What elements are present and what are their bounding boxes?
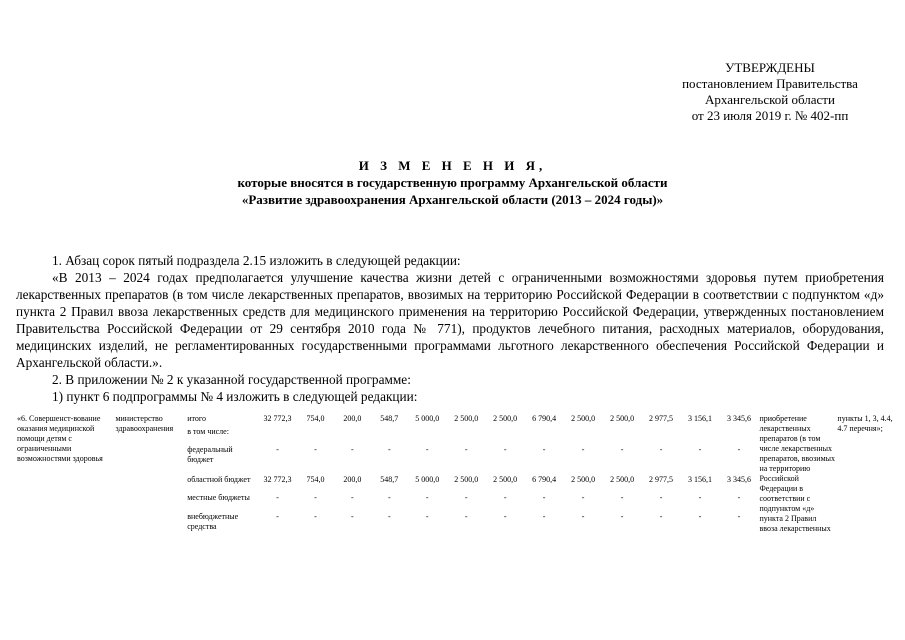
funding-value-cell: - (620, 511, 624, 521)
funding-value-cell: - (314, 445, 317, 455)
funding-source-label: областной бюджет (187, 474, 251, 484)
funding-value-cell: - (314, 493, 317, 503)
funding-value-cell: - (698, 445, 702, 455)
funding-value-cell: 754,0 (306, 414, 325, 423)
funding-value-cell: 3 345,6 (726, 474, 751, 484)
funding-value-cell (681, 426, 720, 439)
funding-value-cell: 2 977,5 (649, 474, 674, 484)
funding-value-cell: - (464, 445, 468, 455)
table-row (16, 413, 896, 426)
funding-value-cell: - (581, 445, 585, 455)
funding-value-cell: 6 790,4 (532, 414, 557, 423)
funding-value-cell: - (542, 511, 546, 521)
funding-value-cell: 2 977,5 (649, 414, 674, 423)
funding-source-label: в том числе: (187, 427, 229, 437)
funding-value-cell: - (276, 511, 279, 521)
funding-value-cell (525, 426, 564, 439)
funding-source-label: внебюджетные средства (187, 511, 239, 531)
funding-value-cell (371, 426, 408, 439)
funding-value-cell: - (737, 493, 741, 503)
funding-value-cell: 2 500,0 (571, 474, 596, 484)
funding-value-cell: - (276, 445, 279, 455)
funding-value-cell: - (351, 445, 354, 455)
funding-table (16, 413, 896, 535)
paragraph-4: 1) пункт 6 подпрограммы № 4 изложить в следующей редакции: (52, 389, 418, 404)
funding-value-cell: 3 156,1 (688, 474, 713, 484)
program-table (16, 413, 896, 535)
document-body (16, 252, 884, 405)
funding-value-cell: - (659, 445, 663, 455)
funding-value-cell: - (464, 511, 468, 521)
funding-value-cell (258, 426, 297, 439)
reference-points-cell: пункты 1, 3, 4.4, 4.7 перечня»; (837, 414, 893, 433)
funding-value-cell: 5 000,0 (415, 414, 440, 423)
funding-value-cell (408, 426, 447, 439)
funding-value-cell: - (503, 445, 507, 455)
funding-value-cell: - (425, 493, 429, 503)
paragraph-2: «В 2013 – 2024 годах предполагается улучшение качества жизни детей с ограниченными возможностями здоровья путем приобретения лекарственных препаратов (в том числе лекарственных препаратов, ввозимых на территорию Российской Федерации в соответствии с подпунктом «д» пункта 2 Правил ввоза лекарственных средств для медицинского применения на территорию Российской Федерации, утвержденных постановлением Правительства Российской Федерации от 29 сентября 2010 года № 771), продуктов лечебного питания, расходных материалов, оборудования, медицинских изделий, не регламентированных государственными программами льготного лекарственного обеспечения Российской Федерации и Архангельской области.». (16, 270, 884, 370)
funding-value-cell: - (503, 493, 507, 503)
funding-value-cell: 2 500,0 (454, 474, 479, 484)
funding-value-cell: - (387, 511, 391, 521)
approval-date: от 23 июля 2019 г. № 402-пп (691, 108, 849, 123)
funding-value-cell: 2 500,0 (493, 474, 518, 484)
funding-value-cell (486, 426, 525, 439)
funding-value-cell: - (698, 511, 702, 521)
funding-value-cell: 754,0 (306, 474, 325, 484)
funding-value-cell: - (351, 511, 354, 521)
title-program-name: «Развитие здравоохранения Архангельской области (2013 – 2024 годы)» (241, 192, 664, 207)
measure-name-cell: «6. Совершенст-вование оказания медицинской помощи детям с ограниченными возможностями здоровья (17, 414, 103, 463)
approval-line: Архангельской области (705, 92, 835, 107)
funding-value-cell: - (659, 511, 663, 521)
funding-source-label: местные бюджеты (187, 493, 250, 503)
funding-value-cell: 2 500,0 (571, 414, 596, 423)
funding-value-cell (564, 426, 603, 439)
document-title (0, 157, 905, 208)
funding-value-cell: - (314, 511, 317, 521)
funding-value-cell: - (425, 511, 429, 521)
funding-value-cell: - (737, 511, 741, 521)
funding-value-cell: - (464, 493, 468, 503)
approval-title: УТВЕРЖДЕНЫ (725, 60, 815, 75)
executor-cell: министерство здравоохранения (115, 414, 174, 433)
funding-value-cell: 2 500,0 (610, 414, 635, 423)
funding-value-cell: 32 772,3 (263, 474, 292, 484)
funding-source-label: итого (187, 414, 206, 423)
funding-value-cell (447, 426, 486, 439)
funding-value-cell: 3 156,1 (688, 414, 713, 423)
funding-value-cell: - (542, 493, 546, 503)
funding-value-cell: - (542, 445, 546, 455)
approval-block (640, 60, 900, 124)
funding-value-cell: - (387, 493, 391, 503)
funding-value-cell (642, 426, 681, 439)
funding-value-cell: - (581, 511, 585, 521)
funding-value-cell: 3 345,6 (726, 414, 751, 423)
paragraph-1: 1. Абзац сорок пятый подраздела 2.15 изложить в следующей редакции: (52, 253, 461, 268)
funding-value-cell: 2 500,0 (454, 414, 479, 423)
funding-value-cell: - (276, 493, 279, 503)
funding-source-label: федеральный бюджет (187, 445, 233, 465)
funding-value-cell: - (737, 445, 741, 455)
funding-value-cell: 548,7 (380, 474, 399, 484)
funding-value-cell: 200,0 (343, 414, 362, 423)
approval-line: постановлением Правительства (682, 76, 858, 91)
paragraph-3: 2. В приложении № 2 к указанной государственной программе: (52, 372, 411, 387)
funding-value-cell: 32 772,3 (263, 414, 292, 423)
funding-value-cell: - (698, 493, 702, 503)
funding-value-cell: 200,0 (343, 474, 362, 484)
funding-value-cell (603, 426, 642, 439)
funding-value-cell: - (387, 445, 391, 455)
funding-value-cell: 5 000,0 (415, 474, 440, 484)
funding-value-cell: 548,7 (380, 414, 399, 423)
funding-value-cell: 2 500,0 (493, 414, 518, 423)
funding-value-cell: - (503, 511, 507, 521)
funding-value-cell: 2 500,0 (610, 474, 635, 484)
funding-value-cell: - (620, 493, 624, 503)
funding-value-cell (334, 426, 371, 439)
funding-value-cell: - (351, 493, 354, 503)
funding-value-cell: - (620, 445, 624, 455)
title-subtitle: которые вносятся в государственную программу Архангельской области (237, 175, 668, 190)
title-heading: И З М Е Н Е Н И Я, (358, 158, 547, 173)
expected-result-cell: приобретение лекарственных препаратов (в том числе лекарственных препаратов, ввозимых на территорию Российской Федерации в соответствии с подпунктом «д» пункта 2 Правил ввоза лекарственных (759, 414, 836, 533)
funding-value-cell (720, 426, 759, 439)
funding-value-cell: - (581, 493, 585, 503)
funding-value-cell (297, 426, 334, 439)
funding-value-cell: - (425, 445, 429, 455)
funding-value-cell: - (659, 493, 663, 503)
funding-value-cell: 6 790,4 (532, 474, 557, 484)
